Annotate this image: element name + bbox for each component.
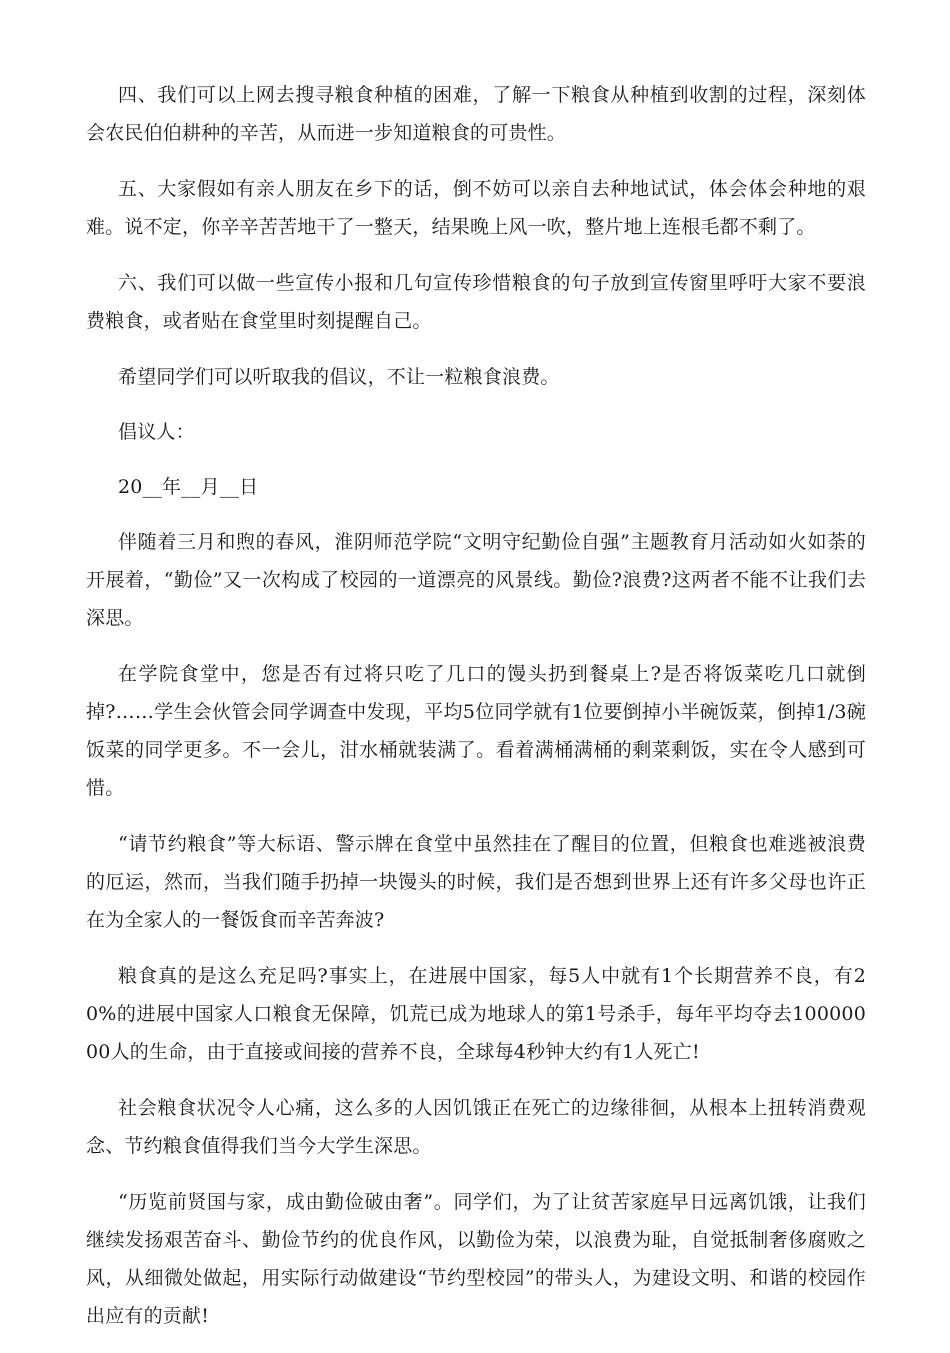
paragraph-call-to-action: “历览前贤国与家，成由勤俭破由奢”。同学们，为了让贫苦家庭早日远离饥饿，让我们继续发扬艰苦奋斗、勤俭节约的优良作风，以勤俭为荣，以浪费为耻，自觉抵制奢侈腐败之风，从细微处做起，用实际行动做建设“节约型校园”的带头人，为建设文明、和谐的校园作出应有的贡献!: [86, 1191, 866, 1327]
paragraph-slogans: “请节约粮食”等大标语、警示牌在食堂中虽然挂在了醒目的位置，但粮食也难逃被浪费的厄运，然而，当我们随手扔掉一块馒头的时候，我们是否想到世界上还有许多父母也许正在为全家人的一餐饭食而辛苦奔波?: [86, 833, 866, 931]
paragraph-social-situation: 社会粮食状况令人心痛，这么多的人因饥饿正在死亡的边缘徘徊，从根本上扭转消费观念、节约粮食值得我们当今大学生深思。: [86, 1097, 866, 1157]
date-line: 20__年__月__日: [118, 476, 259, 498]
paragraph-suggestion-5: 五、大家假如有亲人朋友在乡下的话，倒不妨可以亲自去种地试试，体会体会种地的艰难。说不定，你辛辛苦苦地干了一整天，结果晚上风一吹，整片地上连根毛都不剩了。: [86, 178, 866, 238]
paragraph-suggestion-6: 六、我们可以做一些宣传小报和几句宣传珍惜粮食的句子放到宣传窗里呼吁大家不要浪费粮食，或者贴在食堂里时刻提醒自己。: [86, 272, 866, 332]
paragraph-hope: 希望同学们可以听取我的倡议，不让一粒粮食浪费。: [118, 366, 560, 388]
paragraph-suggestion-4: 四、我们可以上网去搜寻粮食种植的困难，了解一下粮食从种植到收割的过程，深刻体会农民伯伯耕种的辛苦，从而进一步知道粮食的可贵性。: [86, 84, 866, 144]
paragraph-food-facts: 粮食真的是这么充足吗?事实上，在进展中国家，每5人中就有1个长期营养不良，有20%的进展中国家人口粮食无保障，饥荒已成为地球人的第1号杀手，每年平均夺去10000000人的生命，由于直接或间接的营养不良，全球每4秒钟大约有1人死亡!: [86, 965, 866, 1063]
paragraph-canteen-waste: 在学院食堂中，您是否有过将只吃了几口的馒头扔到餐桌上?是否将饭菜吃几口就倒掉?……学生会伙管会同学调查中发现，平均5位同学就有1位要倒掉小半碗饭菜，倒掉1/3碗饭菜的同学更多。不一会儿，泔水桶就装满了。看着满桶满桶的剩菜剩饭，实在令人感到可惜。: [86, 663, 866, 799]
paragraph-spring-campaign: 伴随着三月和煦的春风，淮阴师范学院“文明守纪勤俭自强”主题教育月活动如火如荼的开展着，“勤俭”又一次构成了校园的一道漂亮的风景线。勤俭?浪费?这两者不能不让我们去深思。: [86, 531, 866, 629]
document-body: [86, 76, 866, 1353]
proposer-label: 倡议人：: [118, 421, 195, 443]
